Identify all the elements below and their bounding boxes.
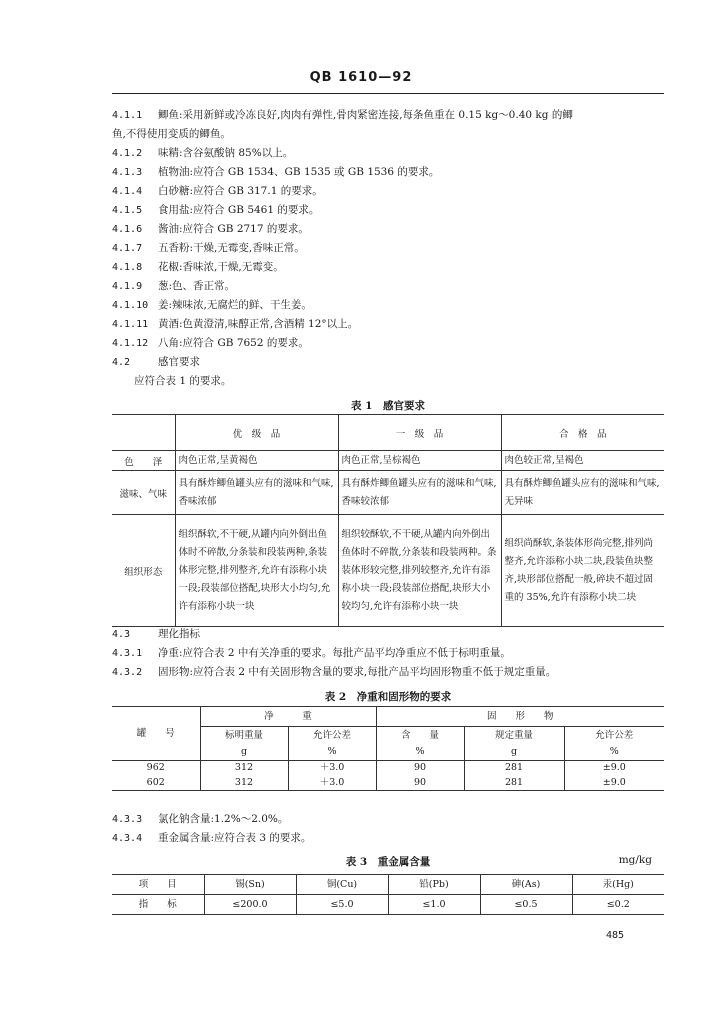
table3-header-cell: 砷(As) [480,875,572,895]
table3-cell: ≤200.0 [204,895,296,915]
table1-header-cell [112,415,175,451]
table3-header-cell: 锡(Sn) [204,875,296,895]
table2-can-number-header: 罐 号 [112,707,200,761]
clause-text: 感官要求 [158,356,200,368]
table2-subheader: 允许公差 [288,727,376,745]
table1-cell: 组织尚酥软,条装体形尚完整,排列尚整齐,允许添称小块二块,段装鱼块整齐,块形部位搭配一般,碎块不超过固重的 35%,允许有添称小块二块 [501,515,664,627]
table1-cell: 具有酥炸鲫鱼罐头应有的滋味和气味,无异味 [501,471,664,515]
table2-cell: ±9.0 [564,776,664,791]
clause-number: 4.2 [112,357,131,368]
clause-line [112,627,672,642]
table1-row-label: 组织形态 [112,515,175,627]
clause-number: 4.1.12 [112,338,149,349]
clause-text: 姜:辣味浓,无腐烂的鲜、干生姜。 [158,299,312,311]
table3-cell: ≤1.0 [388,895,480,915]
table2-cell: 281 [464,776,564,791]
table3-header-cell: 汞(Hg) [572,875,664,895]
clause-line [112,298,672,313]
table1-header-cell: 合 格 品 [501,415,664,451]
table2-cell: 90 [376,776,464,791]
table1-row-label: 滋味、气味 [112,471,175,515]
clause-number: 4.3.4 [112,833,143,844]
clause-line [112,812,672,827]
table1-cell: 肉色正常,呈黄褐色 [175,451,338,471]
clause-text: 白砂糖:应符合 GB 317.1 的要求。 [158,185,323,197]
clause-text: 重金属含量:应符合表 3 的要求。 [158,832,312,844]
clause-number: 4.1.5 [112,205,143,216]
clause-number: 4.1.11 [112,319,149,330]
table3-header-cell: 铅(Pb) [388,875,480,895]
table2-subheader: 规定重量 [464,727,564,745]
clause-line [112,260,672,275]
table2-cell: 281 [464,761,564,776]
clause-line [112,336,672,351]
table1-cell: 组织酥软,不干硬,从罐内向外倒出鱼体时不碎散,分条装和段装两种,条装体形完整,排列整齐,允许有添称小块一段;段装部位搭配,块形大小均匀,允许有添称小块一块 [175,515,338,627]
table1-cell: 具有酥炸鲫鱼罐头应有的滋味和气味,香味较浓郁 [338,471,501,515]
clause-number: 4.1.10 [112,300,149,311]
clause-text: 黄酒:色黄澄清,味醇正常,含酒精 12°以上。 [158,318,359,330]
clause-line [112,203,672,218]
table2-cell: 602 [112,776,200,791]
clause-text: 鱼,不得使用变质的鲫鱼。 [112,128,231,140]
table2-subheader: 标明重量 [200,727,288,745]
header-rule [112,93,664,94]
table-row [112,761,664,776]
table-row [112,776,664,791]
clause-line [112,646,672,661]
table2-unit: g [464,745,564,761]
clause-text: 酱油:应符合 GB 2717 的要求。 [158,223,309,235]
table2-unit: g [200,745,288,761]
clause-line [112,165,672,180]
table1-row-label: 色 泽 [112,451,175,471]
clause-text: 应符合表 1 的要求。 [134,375,232,387]
table1-header-cell: 优 级 品 [175,415,338,451]
clause-number: 4.1.8 [112,262,143,273]
clause-text: 食用盐:应符合 GB 5461 的要求。 [158,204,320,216]
clause-text: 味精:含谷氨酸钠 85%以上。 [158,147,294,159]
table1-cell: 肉色较正常,呈褐色 [501,451,664,471]
clause-line [112,374,672,388]
clause-text: 花椒:香味浓,干燥,无霉变。 [158,261,284,273]
table3-cell: ≤0.2 [572,895,664,915]
table1-caption: 表 1 感官要求 [351,400,425,412]
clause-text: 植物油:应符合 GB 1534、GB 1535 或 GB 1536 的要求。 [158,166,440,178]
table2-cell: ＋3.0 [288,761,376,776]
clause-number: 4.1.2 [112,148,143,159]
table2-unit: % [288,745,376,761]
table1-cell: 组织较酥软,不干硬,从罐内向外倒出鱼体时不碎散,分条装和段装两种。条装体形较完整,排列较整齐,允许有添称小块一段;段装部位搭配,块形大小较均匀,允许有添称小块一块 [338,515,501,627]
table2-cell: 962 [112,761,200,776]
table3-cell: ≤0.5 [480,895,572,915]
clause-line [112,184,672,199]
net-weight-solids-table [112,706,664,791]
table2-group-solid: 固 形 物 [376,707,664,727]
clause-number: 4.1.4 [112,186,143,197]
clause-line [112,665,672,680]
clause-line [112,241,672,256]
clause-line [112,127,672,141]
sensory-requirements-table [112,414,664,627]
clause-text: 氯化钠含量:1.2%～2.0%。 [158,813,289,825]
table2-cell: ±9.0 [564,761,664,776]
clause-text: 八角:应符合 GB 7652 的要求。 [158,337,309,349]
clause-line [112,108,672,123]
clause-number: 4.1.3 [112,167,143,178]
clause-number: 4.1.6 [112,224,143,235]
table3-caption: 表 3 重金属含量 [345,856,431,868]
table2-cell: ＋3.0 [288,776,376,791]
clause-number: 4.1.1 [112,110,143,121]
table3-cell: ≤5.0 [296,895,388,915]
table2-unit: % [564,745,664,761]
table2-cell: 90 [376,761,464,776]
table1-header-cell: 一 级 品 [338,415,501,451]
heavy-metals-table [112,874,664,915]
table2-group-net: 净 重 [200,707,376,727]
clause-text: 理化指标 [158,628,200,640]
table2-subheader: 含 量 [376,727,464,745]
clause-line [112,355,672,370]
clause-text: 葱:色、香正常。 [158,280,236,292]
table-row [112,895,664,915]
table3-header-cell: 项 目 [112,875,204,895]
clause-number: 4.1.9 [112,281,143,292]
table2-cell: 312 [200,761,288,776]
table1-cell: 具有酥炸鲫鱼罐头应有的滋味和气味,香味浓郁 [175,471,338,515]
clause-line [112,146,672,161]
clause-number: 4.1.7 [112,243,143,254]
table2-subheader: 允许公差 [564,727,664,745]
table2-caption: 表 2 净重和固形物的要求 [324,691,452,703]
clause-number: 4.3 [112,629,131,640]
clause-number: 4.3.2 [112,667,143,678]
document-header: QB 1610—92 [309,70,413,85]
table3-header-cell: 铜(Cu) [296,875,388,895]
table2-cell: 312 [200,776,288,791]
clause-line [112,222,672,237]
clause-text: 鲫鱼:采用新鲜或冷冻良好,肉肉有弹性,骨肉紧密连接,每条鱼重在 0.15 kg～0.40 kg 的鲫 [158,109,573,121]
clause-text: 固形物:应符合表 2 中有关固形物含量的要求,每批产品平均固形物重不低于规定重量。 [158,666,557,678]
table3-cell: 指 标 [112,895,204,915]
clause-line [112,831,672,846]
clause-line [112,279,672,294]
page-number: 485 [605,930,624,941]
clause-line [112,317,672,332]
clause-number: 4.3.1 [112,648,143,659]
table2-unit: % [376,745,464,761]
table1-cell: 肉色正常,呈棕褐色 [338,451,501,471]
clause-number: 4.3.3 [112,814,143,825]
clause-text: 净重:应符合表 2 中有关净重的要求。每批产品平均净重应不低于标明重量。 [158,647,511,659]
clause-text: 五香粉:干燥,无霉变,香味正常。 [158,242,305,254]
table3-unit: mg/kg [618,854,652,866]
